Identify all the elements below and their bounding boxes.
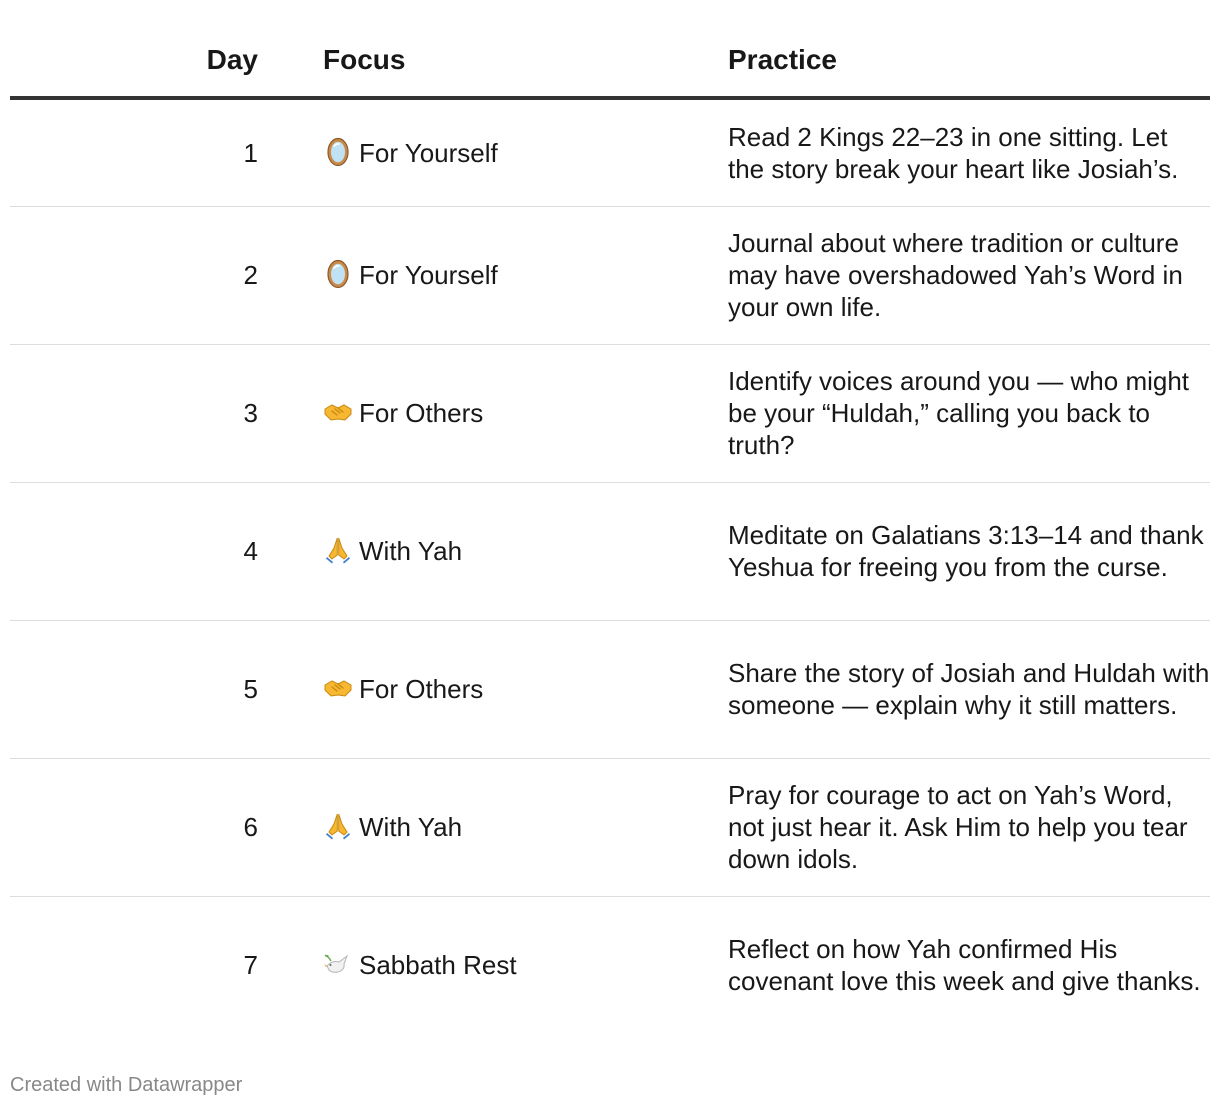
table-row xyxy=(10,344,1210,482)
focus-cell xyxy=(310,482,715,620)
header-focus: Focus xyxy=(310,0,715,98)
focus-label: For Others xyxy=(359,674,484,704)
focus-label: For Yourself xyxy=(359,260,498,290)
practice-cell: Share the story of Josiah and Huldah with someone — explain why it still matters. xyxy=(715,620,1210,758)
practice-cell: Read 2 Kings 22–23 in one sitting. Let the story break your heart like Josiah’s. xyxy=(715,98,1210,206)
focus-cell xyxy=(310,206,715,344)
focus-label: With Yah xyxy=(359,812,463,842)
focus-label: Sabbath Rest xyxy=(359,950,517,981)
practice-cell: Reflect on how Yah confirmed His covenant love this week and give thanks. xyxy=(728,934,1201,997)
day-cell: 2 xyxy=(10,206,310,344)
day-cell: 1 xyxy=(10,98,310,206)
day-cell: 5 xyxy=(10,620,310,758)
practice-cell: Pray for courage to act on Yah’s Word, not just hear it. Ask Him to help you tear down idols. xyxy=(715,758,1210,896)
header-day: Day xyxy=(10,0,310,98)
table-row xyxy=(10,98,1210,206)
practice-cell: Meditate on Galatians 3:13–14 and thank Yeshua for freeing you from the curse. xyxy=(715,482,1210,620)
focus-label: For Yourself xyxy=(359,137,498,168)
mirror-icon xyxy=(323,137,353,167)
table-row xyxy=(10,896,1210,1034)
header-row xyxy=(10,0,1210,98)
practice-cell: Identify voices around you — who might be your “Huldah,” calling you back to truth? xyxy=(715,344,1210,482)
table-row xyxy=(10,758,1210,896)
praying-hands-icon xyxy=(323,535,353,565)
table-row xyxy=(10,620,1210,758)
focus-cell xyxy=(310,896,715,1034)
header-practice: Practice xyxy=(715,0,1210,98)
praying-hands-icon xyxy=(323,811,353,841)
practice-cell: Journal about where tradition or culture may have overshadowed Yah’s Word in your own life. xyxy=(715,206,1210,344)
focus-cell xyxy=(310,758,715,896)
dove-icon xyxy=(323,949,353,979)
focus-cell xyxy=(310,344,715,482)
focus-label: For Others xyxy=(359,398,484,428)
practice-table-container xyxy=(10,0,1210,1034)
table-body xyxy=(10,98,1210,1034)
day-cell: 3 xyxy=(10,344,310,482)
practice-table xyxy=(10,0,1210,1034)
table-header xyxy=(10,0,1210,98)
handshake-icon xyxy=(323,673,353,703)
datawrapper-credit[interactable]: Created with Datawrapper xyxy=(10,1074,243,1096)
table-row xyxy=(10,206,1210,344)
focus-cell xyxy=(310,98,715,206)
day-cell: 6 xyxy=(10,758,310,896)
table-row xyxy=(10,482,1210,620)
handshake-icon xyxy=(323,397,353,427)
day-cell: 7 xyxy=(243,950,258,981)
day-cell: 4 xyxy=(10,482,310,620)
mirror-icon xyxy=(323,259,353,289)
focus-cell xyxy=(310,620,715,758)
focus-label: With Yah xyxy=(359,536,463,566)
